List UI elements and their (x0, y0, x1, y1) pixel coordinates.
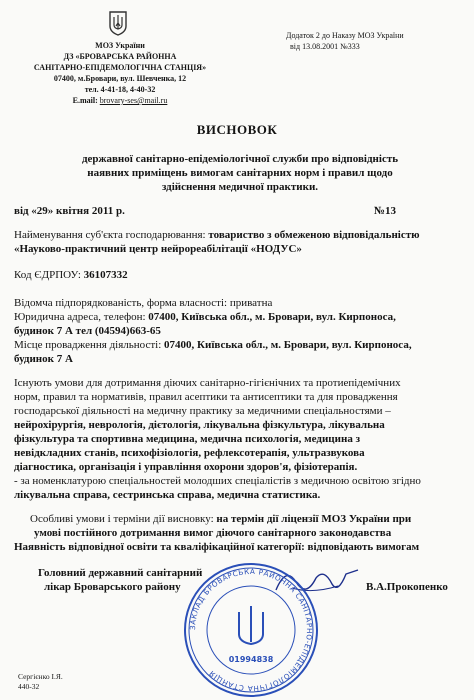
entity-label: Найменування суб'єкта господарювання: (14, 229, 209, 241)
email-link[interactable]: brovary-ses@mail.ru (99, 96, 168, 105)
org-line2: ДЗ «БРОВАРСЬКА РАЙОННА (63, 52, 177, 61)
document-date: від «29» квітня 2011 р. (14, 205, 125, 217)
conditions-block (14, 376, 458, 502)
junior-line2: лікувальна справа, сестринська справа, медична статистика. (14, 489, 321, 501)
org-line1: МОЗ України (95, 41, 145, 50)
validity-line2: умові постійного дотримання вимог діючого санітарного законодавства (34, 527, 392, 539)
stamp-ring-text: ЗАКЛАД БРОВАРСЬКА РАЙОННА САНІТАРНО-ЕПІДЕМІОЛОГІЧНА СТАНЦІЯ (187, 566, 315, 694)
appendix-line2: від 13.08.2001 №333 (290, 42, 360, 51)
executor-block (18, 672, 63, 692)
appendix-line1: Додаток 2 до Наказу МОЗ України (286, 31, 404, 40)
trident-emblem-icon (108, 10, 128, 36)
details-block (14, 296, 464, 366)
entity-value-line1: товариство з обмеженою відповідальністю (208, 229, 420, 241)
place-value2: будинок 7 А (14, 353, 73, 365)
entity-value-line2: «Науково-практичний центр нейрореабілітації «НОДУС» (14, 243, 302, 255)
document-number: №13 (374, 205, 397, 217)
edrpou-line (14, 268, 128, 282)
subtitle-line1: державної санітарно-епідеміологічної служби про відповідність (81, 153, 399, 165)
email-label: E.mail: (72, 96, 98, 105)
junior-line1: - за номенклатурою спеціальностей молодших спеціалістів з медичною освітою згідно (14, 475, 421, 487)
legal-address-value2: будинок 7 А тел (04594)663-65 (14, 325, 161, 337)
specialty-line3: невідкладних станів, психофізіологія, рефлексотерапія, ультразвукова (14, 447, 365, 459)
place-label: Місце провадження діяльності: (14, 339, 165, 351)
validity-line3: Наявність відповідної освіти та кваліфікаційної категорії: відповідають вимогам (14, 541, 420, 553)
conditions-line3: господарської діяльності на медичну практику за медичними спеціальностями – (14, 405, 391, 417)
org-line3: САНІТАРНО-ЕПІДЕМОЛОГІЧНА СТАНЦІЯ» (33, 63, 207, 72)
org-address: 07400, м.Бровари, вул. Шевченка, 12 (53, 74, 187, 83)
conditions-line2: норм, правил та нормативів, правил асептики та антисептики та для провадження (14, 391, 398, 403)
executor-phone: 440-32 (18, 682, 40, 691)
official-stamp (181, 560, 321, 700)
subtitle-line3: здійснення медичної практики. (161, 181, 319, 193)
ownership-line: Відомча підпорядкованість, форма власності: приватна (14, 297, 273, 309)
edrpou-value: 36107332 (83, 269, 128, 281)
legal-address-label: Юридична адреса, телефон: (14, 311, 149, 323)
entity-block (14, 228, 464, 256)
specialty-line4: діагностика, організація і управління охорони здоров'я, фізіотерапія. (14, 461, 358, 473)
subtitle-line2: наявних приміщень вимогам санітарних норм і правил щодо (87, 167, 393, 179)
legal-address-value1: 07400, Київська обл., м. Бровари, вул. Кирпоноса, (148, 311, 396, 323)
validity-label: Особливі умови і терміни дії висновку: (30, 513, 217, 525)
org-header (30, 40, 210, 106)
signature-block (38, 566, 202, 594)
signature-position1: Головний державний санітарний (38, 567, 203, 579)
signature-position2: лікар Броварського району (44, 581, 181, 593)
executor-name: Сергієнко І.Я. (18, 672, 63, 681)
specialty-line1: нейрохірургія, неврологія, дієтологія, лікувальна фізкультура, лікувальна (14, 419, 385, 431)
edrpou-label: Код ЄДРПОУ: (14, 269, 84, 281)
org-phone: тел. 4-41-18, 4-40-32 (84, 85, 156, 94)
place-value1: 07400, Київська обл., м. Бровари, вул. Кирпоноса, (164, 339, 412, 351)
validity-block (14, 512, 464, 554)
document-subtitle (40, 152, 440, 194)
stamp-code: 01994838 (228, 655, 274, 664)
appendix-note (286, 30, 466, 52)
document-title: ВИСНОВОК (196, 122, 278, 137)
signatory-name: В.А.Прокопенко (366, 581, 448, 593)
conditions-line1: Існують умови для дотримання діючих санітарно-гігієнічних та протиепідемічних (14, 377, 401, 389)
specialty-line2: фізкультура та спортивна медицина, медична психологія, медицина з (14, 433, 360, 445)
validity-value: на термін дії ліцензії МОЗ України при (216, 513, 412, 525)
